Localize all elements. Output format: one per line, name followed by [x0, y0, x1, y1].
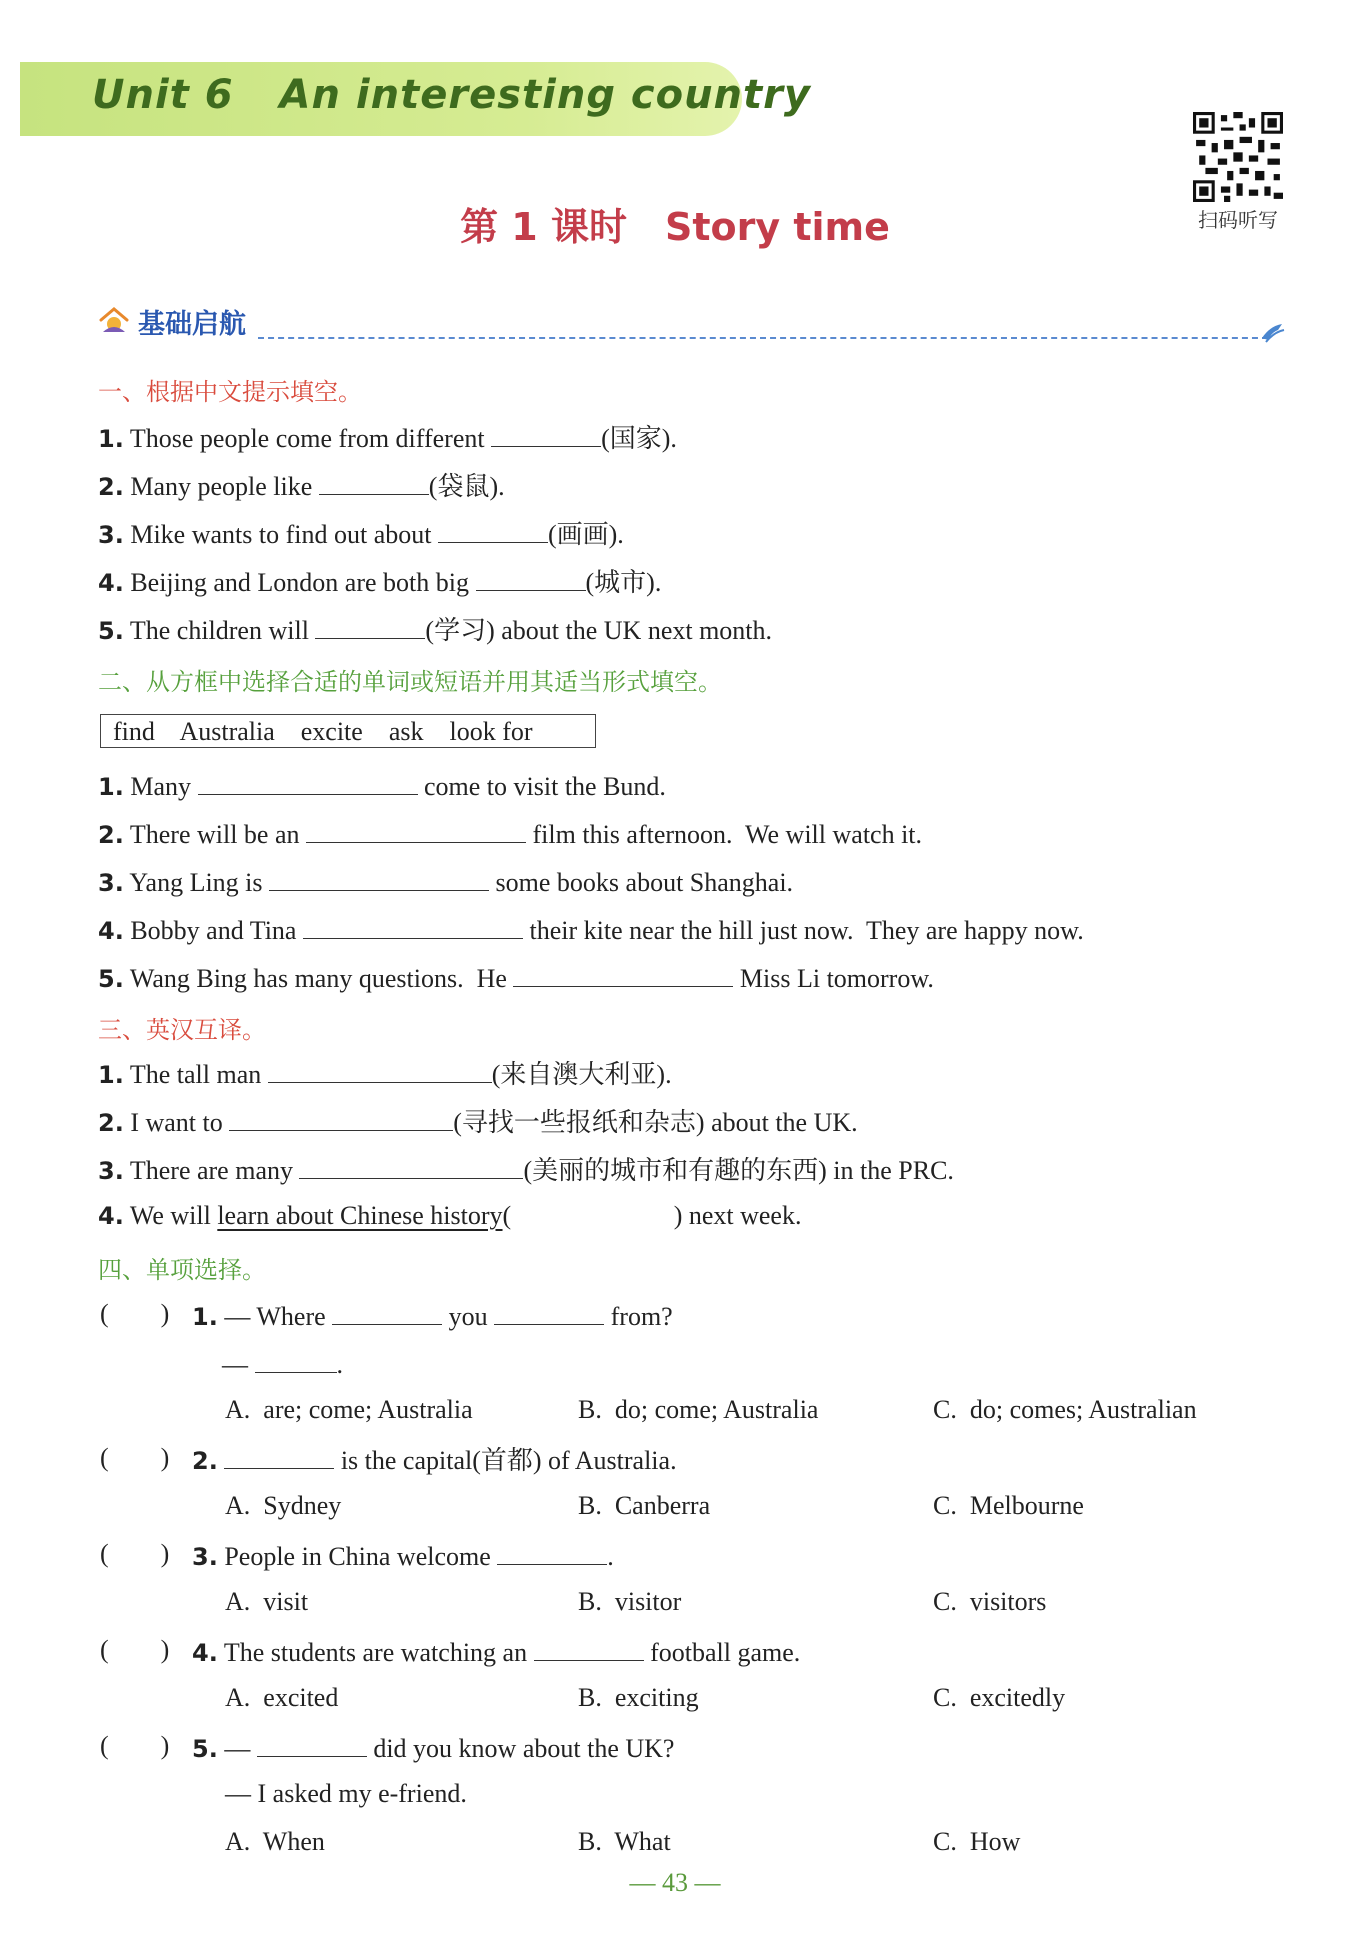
- option-c[interactable]: C. visitors: [933, 1587, 1047, 1616]
- unit-name: An interesting country: [279, 72, 811, 118]
- part2-item: [98, 960, 934, 995]
- answer-blank[interactable]: [491, 420, 601, 447]
- part1-item: [98, 564, 661, 599]
- item-hint: ( ) next week.: [502, 1201, 802, 1230]
- answer-blank[interactable]: [534, 1634, 644, 1661]
- item-text: Yang Ling is: [123, 868, 270, 897]
- item-text: Miss Li tomorrow.: [733, 964, 934, 993]
- item-text: their kite near the hill just now. They are happy now.: [522, 916, 1084, 945]
- part1-heading: 一、根据中文提示填空。: [98, 378, 362, 406]
- part4-heading: 四、单项选择。: [98, 1256, 266, 1284]
- question: [192, 1442, 677, 1477]
- item-number: 5.: [192, 1735, 218, 1763]
- item-number: 3.: [98, 1157, 124, 1185]
- answer-blank[interactable]: [513, 960, 733, 987]
- item-number: 1.: [98, 1061, 124, 1089]
- item-hint: (寻找一些报纸和杂志) about the UK.: [453, 1108, 858, 1137]
- answer-blank[interactable]: [269, 864, 489, 891]
- option-a[interactable]: A. visit: [225, 1587, 309, 1616]
- item-number: 3.: [98, 869, 124, 897]
- item-text: .: [336, 1350, 343, 1379]
- item-text: some books about Shanghai.: [489, 868, 794, 897]
- option-b[interactable]: B. do; come; Australia: [578, 1395, 819, 1424]
- item-text: football game.: [643, 1638, 801, 1667]
- question-reply: — I asked my e-friend.: [225, 1779, 467, 1808]
- unit-title: [92, 72, 811, 118]
- part1-item: [98, 612, 772, 647]
- option-b[interactable]: B. What: [578, 1827, 671, 1856]
- answer-blank[interactable]: [315, 612, 425, 639]
- part1-item: [98, 420, 677, 455]
- item-text: Beijing and London are both big: [123, 568, 476, 597]
- part3-item: [98, 1104, 858, 1139]
- question: [192, 1538, 614, 1573]
- item-number: 2.: [98, 821, 124, 849]
- item-text: film this afternoon. We will watch it.: [526, 820, 923, 849]
- item-text: —: [217, 1734, 257, 1763]
- word-box: find Australia excite ask look for: [100, 714, 596, 748]
- part2-item: [98, 816, 922, 851]
- item-text: We will: [123, 1201, 218, 1230]
- answer-blank[interactable]: [268, 1056, 492, 1083]
- item-number: 4.: [98, 569, 124, 597]
- item-number: 1.: [98, 773, 124, 801]
- item-text: Many: [123, 772, 198, 801]
- item-text: I want to: [123, 1108, 230, 1137]
- answer-blank[interactable]: [494, 1298, 604, 1325]
- qr-label: 扫码听写: [1198, 208, 1278, 232]
- item-text: Bobby and Tina: [123, 916, 303, 945]
- lesson-title: 第 1 课时 Story time: [460, 205, 890, 249]
- item-number: 2.: [98, 473, 124, 501]
- option-c[interactable]: C. Melbourne: [933, 1491, 1084, 1520]
- item-text: .: [607, 1542, 614, 1571]
- item-text: is the capital(首都) of Australia.: [334, 1446, 677, 1475]
- item-text: The children will: [123, 616, 316, 645]
- item-text: — Where: [217, 1302, 333, 1331]
- item-hint: (画画).: [547, 520, 624, 549]
- option-c[interactable]: C. excitedly: [933, 1683, 1066, 1712]
- part3-heading: 三、英汉互译。: [98, 1016, 266, 1044]
- answer-parentheses[interactable]: ( ): [100, 1539, 170, 1568]
- item-number: 1.: [98, 425, 124, 453]
- option-c[interactable]: C. How: [933, 1827, 1021, 1856]
- option-c[interactable]: C. do; comes; Australian: [933, 1395, 1197, 1424]
- item-hint: (国家).: [601, 424, 677, 453]
- option-a[interactable]: A. are; come; Australia: [225, 1395, 473, 1424]
- unit-number: Unit 6: [92, 72, 234, 118]
- item-number: 4.: [98, 1202, 124, 1230]
- item-text: There are many: [123, 1156, 300, 1185]
- option-a[interactable]: A. excited: [225, 1683, 339, 1712]
- part1-item: [98, 516, 624, 551]
- item-text: you: [442, 1302, 495, 1331]
- item-text: Mike wants to find out about: [123, 520, 438, 549]
- house-icon: [98, 304, 130, 336]
- answer-blank[interactable]: [198, 768, 418, 795]
- item-text: Wang Bing has many questions. He: [123, 964, 514, 993]
- part3-item: [98, 1056, 672, 1091]
- item-hint: (美丽的城市和有趣的东西) in the PRC.: [523, 1156, 954, 1185]
- answer-blank[interactable]: [303, 912, 523, 939]
- answer-blank[interactable]: [299, 1152, 523, 1179]
- answer-blank[interactable]: [229, 1104, 453, 1131]
- item-text: Those people come from different: [123, 424, 492, 453]
- part1-item: [98, 468, 505, 503]
- answer-blank[interactable]: [224, 1442, 334, 1469]
- part3-item: [98, 1152, 954, 1187]
- part2-item: [98, 864, 793, 899]
- item-text: People in China welcome: [217, 1542, 498, 1571]
- item-number: 3.: [192, 1543, 218, 1571]
- underlined-phrase: learn about Chinese history: [217, 1201, 503, 1230]
- item-number: 2.: [98, 1109, 124, 1137]
- item-number: 4.: [192, 1639, 218, 1667]
- answer-parentheses[interactable]: ( ): [100, 1731, 170, 1760]
- item-text: come to visit the Bund.: [417, 772, 666, 801]
- option-b[interactable]: B. Canberra: [578, 1491, 711, 1520]
- answer-blank[interactable]: [255, 1346, 337, 1373]
- section-label: 基础启航: [138, 309, 246, 340]
- item-text: The tall man: [123, 1060, 268, 1089]
- answer-blank[interactable]: [257, 1730, 367, 1757]
- part3-item: [98, 1200, 801, 1232]
- answer-blank[interactable]: [497, 1538, 607, 1565]
- part2-item: [98, 768, 666, 803]
- answer-blank[interactable]: [306, 816, 526, 843]
- item-hint: (城市).: [585, 568, 662, 597]
- item-text: There will be an: [123, 820, 307, 849]
- item-text: from?: [604, 1302, 673, 1331]
- item-hint: (来自澳大利亚).: [491, 1060, 672, 1089]
- item-hint: (袋鼠).: [428, 472, 505, 501]
- question: [192, 1730, 674, 1765]
- item-number: 4.: [98, 917, 124, 945]
- option-b[interactable]: B. exciting: [578, 1683, 699, 1712]
- item-number: 3.: [98, 521, 124, 549]
- answer-blank[interactable]: [332, 1298, 442, 1325]
- answer-parentheses[interactable]: ( ): [100, 1299, 170, 1328]
- section-divider: [258, 337, 1268, 339]
- page-number: — 43 —: [629, 1868, 721, 1897]
- part2-item: [98, 912, 1084, 947]
- item-text: Many people like: [123, 472, 319, 501]
- item-text: did you know about the UK?: [366, 1734, 675, 1763]
- question-reply: [222, 1346, 343, 1381]
- item-text: —: [222, 1350, 255, 1379]
- answer-blank[interactable]: [438, 516, 548, 543]
- answer-parentheses[interactable]: ( ): [100, 1443, 170, 1472]
- question: [192, 1298, 673, 1333]
- item-text: The students are watching an: [217, 1638, 534, 1667]
- wave-arrow-icon: [1260, 318, 1286, 344]
- item-number: 2.: [192, 1447, 218, 1475]
- answer-blank[interactable]: [476, 564, 586, 591]
- item-number: 1.: [192, 1303, 218, 1331]
- part2-heading: 二、从方框中选择合适的单词或短语并用其适当形式填空。: [98, 668, 722, 696]
- section-heading: [98, 300, 1283, 340]
- item-number: 5.: [98, 965, 124, 993]
- item-hint: (学习) about the UK next month.: [425, 616, 773, 645]
- question: [192, 1634, 800, 1669]
- item-number: 5.: [98, 617, 124, 645]
- qr-code-icon[interactable]: [1193, 112, 1283, 202]
- answer-parentheses[interactable]: ( ): [100, 1635, 170, 1664]
- option-a[interactable]: A. When: [225, 1827, 325, 1856]
- option-a[interactable]: A. Sydney: [225, 1491, 342, 1520]
- answer-blank[interactable]: [319, 468, 429, 495]
- option-b[interactable]: B. visitor: [578, 1587, 682, 1616]
